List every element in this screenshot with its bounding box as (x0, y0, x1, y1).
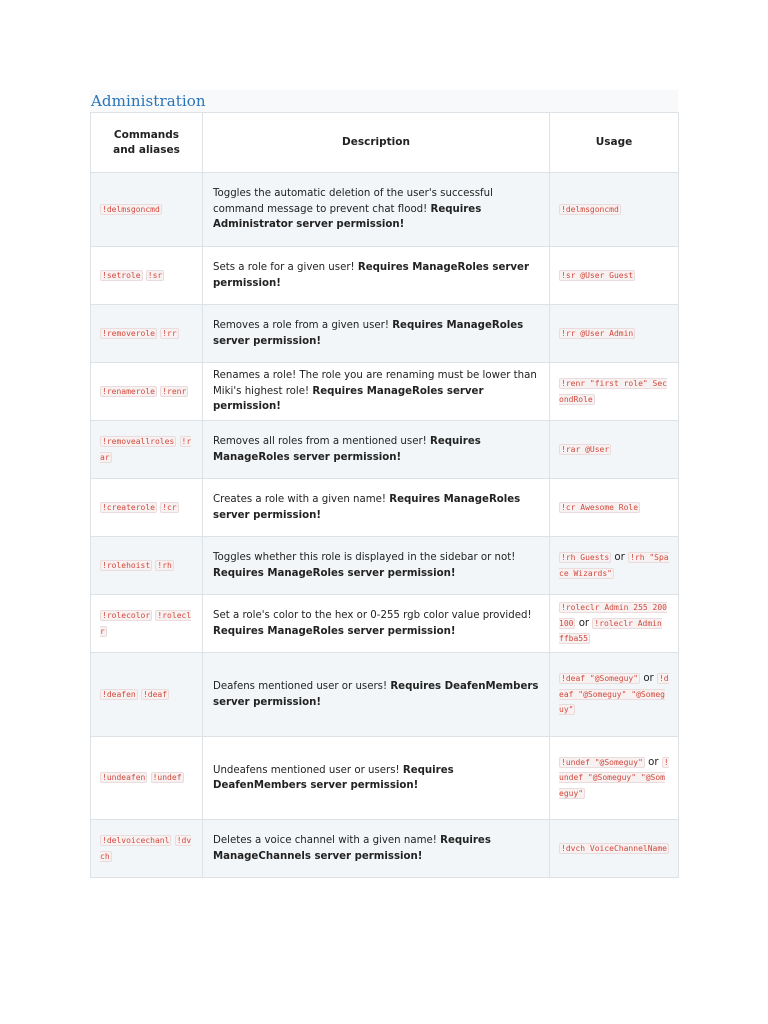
usage-cell (550, 479, 679, 537)
commands-table (90, 112, 679, 878)
command-code: !removerole (102, 328, 155, 338)
command-code: !delvoicechanl (102, 836, 170, 845)
table-row (91, 173, 679, 247)
permission-requirement: Requires DeafenMembers server permission! (213, 764, 454, 791)
table-row (91, 247, 679, 305)
description-text: Renames a role! The role you are renaming must be lower than Miki's highest role! (213, 370, 537, 397)
usage-example-code: !roleclr Admin 255 200 100 (559, 603, 667, 628)
table-row (91, 820, 679, 878)
usage-cell (550, 363, 679, 421)
description-cell (203, 363, 550, 421)
description-text: Creates a role with a given name! (213, 494, 387, 505)
description-cell (203, 173, 550, 247)
description-text: Removes a role from a given user! (213, 320, 389, 331)
table-header-row (91, 113, 679, 173)
description-cell (203, 305, 550, 363)
table-body (91, 173, 679, 878)
usage-example-code: !rr @User Admin (561, 328, 634, 338)
command-code: !createrole (102, 502, 155, 512)
description-text: Deletes a voice channel with a given name! (213, 835, 437, 846)
command-aliases-cell (91, 305, 203, 363)
usage-cell (550, 820, 679, 878)
command-aliases-cell (91, 537, 203, 595)
permission-requirement: Requires ManageRoles server permission! (213, 494, 521, 521)
command-aliases-cell (91, 363, 203, 421)
command-code: !delmsgoncmd (102, 204, 160, 214)
command-code: !rar (100, 437, 192, 462)
command-code: !renamerole (102, 386, 155, 396)
description-cell (203, 595, 550, 653)
or-separator: or (614, 552, 625, 563)
permission-requirement: Requires Administrator server permission! (213, 203, 482, 231)
usage-cell (550, 653, 679, 737)
command-aliases-cell (91, 247, 203, 305)
section-title: Administration (91, 92, 206, 110)
description-text: Sets a role for a given user! (213, 262, 355, 273)
description-text: Deafens mentioned user or users! (213, 681, 388, 692)
command-code: !rh (157, 560, 172, 570)
description-text: Toggles whether this role is displayed in the sidebar or not! (213, 552, 516, 563)
permission-requirement: Requires ManageRoles server permission! (213, 567, 456, 579)
command-code: !undeafen (102, 773, 146, 783)
description-cell (203, 247, 550, 305)
command-code: !undef (152, 773, 182, 783)
command-aliases-cell (91, 173, 203, 247)
command-code: !roleclr (100, 611, 192, 636)
command-aliases-cell (91, 479, 203, 537)
command-aliases-cell (91, 653, 203, 737)
table-row (91, 421, 679, 479)
usage-example-code: !rar @User (561, 444, 610, 454)
permission-requirement: Requires ManageRoles server permission! (213, 320, 524, 347)
permission-requirement: Requires DeafenMembers server permission! (213, 681, 539, 708)
permission-requirement: Requires ManageChannels server permission! (213, 835, 491, 862)
description-cell (203, 537, 550, 595)
table-row (91, 595, 679, 653)
command-code: !sr (147, 270, 163, 280)
usage-example-code: !cr Awesome Role (561, 502, 639, 512)
command-aliases-cell (91, 820, 203, 878)
usage-example-code: !roleclr Admin ffba55 (559, 618, 662, 644)
usage-example-code: !rh "Space Wizards" (559, 553, 669, 578)
document-page (90, 90, 678, 878)
table-row (91, 537, 679, 595)
usage-cell (550, 737, 679, 820)
or-separator: or (578, 617, 590, 629)
usage-example-code: !sr @User Guest (561, 270, 634, 280)
or-separator: or (643, 673, 654, 685)
usage-example-code: !deaf "@Someguy" "@Someguy" (559, 674, 669, 715)
usage-cell (550, 421, 679, 479)
usage-example-code: !deaf "@Someguy" (561, 674, 639, 684)
table-row (91, 653, 679, 737)
table-row (91, 737, 679, 820)
command-code: !removeallroles (102, 437, 175, 446)
permission-requirement: Requires ManageRoles server permission! (213, 436, 481, 463)
command-code: !setrole (102, 270, 141, 280)
usage-example-code: !undef "@Someguy" (561, 757, 643, 767)
usage-example-code: !renr "first role" SecondRole (559, 379, 667, 404)
description-text: Undeafens mentioned user or users! (213, 764, 400, 776)
description-text: Toggles the automatic deletion of the user's successful command message to prevent chat flood! (213, 188, 493, 215)
or-separator: or (648, 756, 659, 768)
command-code: !rolehoist (102, 560, 151, 570)
description-cell (203, 737, 550, 820)
command-code: !dvch (100, 836, 192, 861)
description-text: Set a role's color to the hex or 0-255 rgb color value provided! (213, 610, 532, 621)
table-row (91, 363, 679, 421)
usage-cell (550, 173, 679, 247)
command-code: !deaf (142, 689, 168, 699)
usage-cell (550, 247, 679, 305)
command-code: !rolecolor (102, 611, 151, 620)
description-cell (203, 479, 550, 537)
table-row (91, 479, 679, 537)
description-cell (203, 653, 550, 737)
command-aliases-cell (91, 737, 203, 820)
description-text: Removes all roles from a mentioned user! (213, 436, 427, 447)
section-header (90, 90, 678, 112)
header-description: Description (203, 113, 550, 173)
usage-cell (550, 305, 679, 363)
command-aliases-cell (91, 595, 203, 653)
command-aliases-cell (91, 421, 203, 479)
usage-example-code: !undef "@Someguy" "@Someguy" (559, 757, 669, 798)
description-cell (203, 421, 550, 479)
command-code: !renr (162, 386, 187, 396)
usage-example-code: !rh Guests (561, 553, 610, 562)
usage-example-code: !delmsgoncmd (561, 204, 619, 214)
permission-requirement: Requires ManageRoles server permission! (213, 385, 484, 413)
header-usage: Usage (550, 113, 679, 173)
header-commands: Commands and aliases (91, 113, 203, 173)
usage-cell (550, 537, 679, 595)
permission-requirement: Requires ManageRoles server permission! (213, 262, 529, 289)
usage-cell (550, 595, 679, 653)
permission-requirement: Requires ManageRoles server permission! (213, 625, 456, 637)
command-code: !cr (162, 502, 177, 512)
usage-example-code: !dvch VoiceChannelName (561, 843, 667, 853)
command-code: !rr (162, 328, 177, 338)
table-row (91, 305, 679, 363)
description-cell (203, 820, 550, 878)
command-code: !deafen (102, 689, 136, 699)
